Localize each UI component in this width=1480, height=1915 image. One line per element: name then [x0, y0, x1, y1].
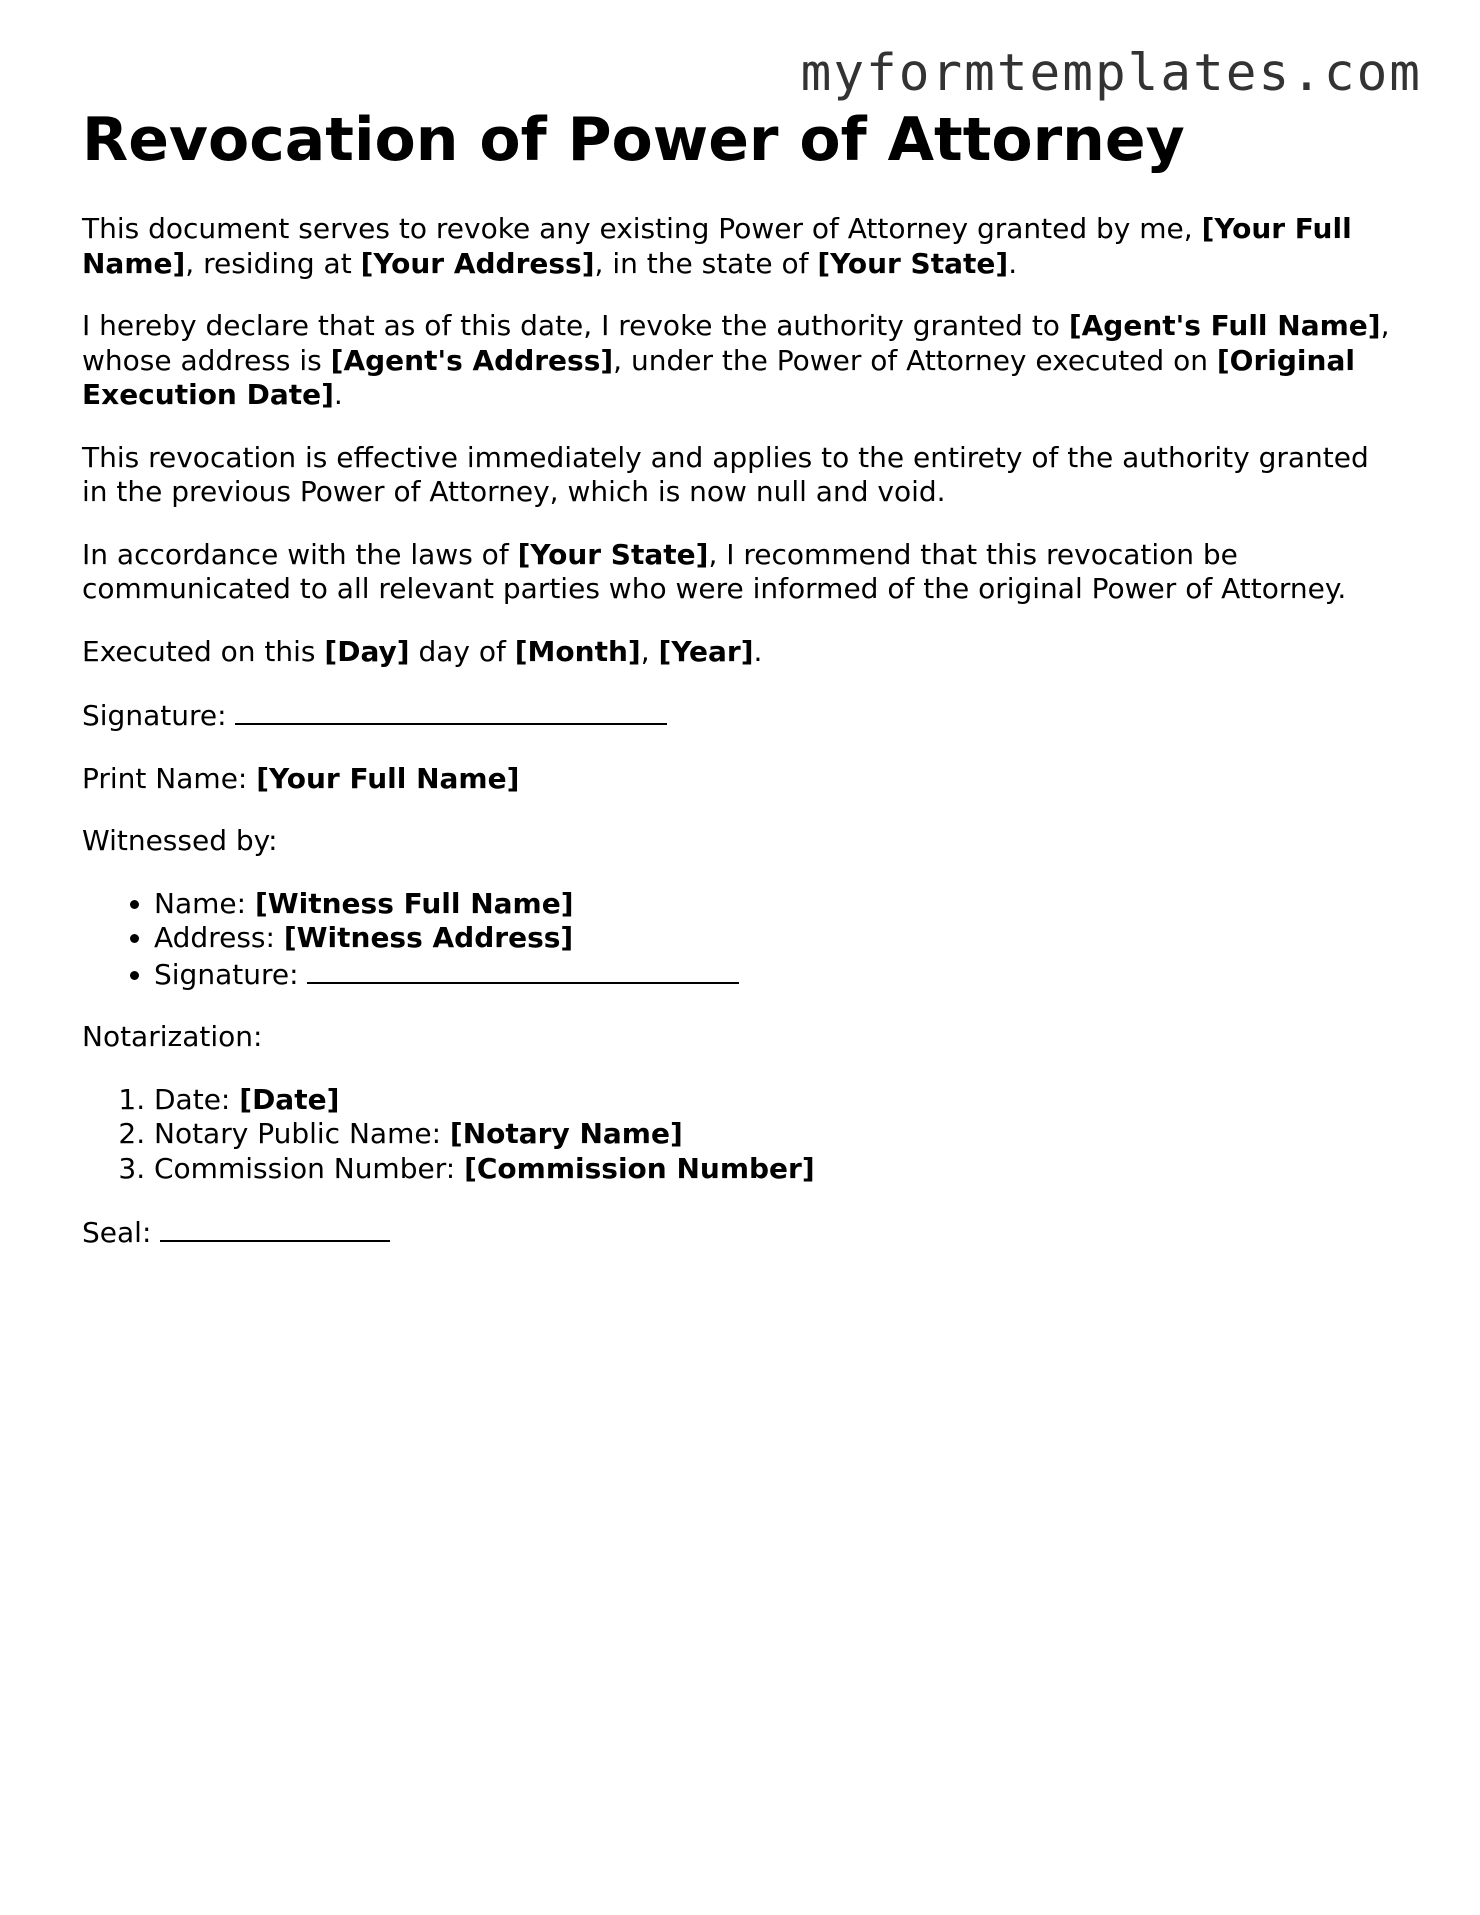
- text: , I recommend that this revocation be communicated to all relevant parties who were informed of the original Power of Attorney.: [82, 537, 1347, 605]
- placeholder-your-full-name: [Your Full Name]: [82, 212, 1352, 280]
- signature-blank[interactable]: [235, 697, 667, 725]
- laws-paragraph: [82, 538, 1402, 607]
- text: , under the Power of Attorney executed on: [613, 343, 1217, 377]
- witness-signature-item: [154, 956, 1402, 993]
- document-title: Revocation of Power of Attorney: [82, 105, 1185, 175]
- placeholder-year: [Year]: [658, 634, 754, 668]
- seal-line: [82, 1214, 1402, 1251]
- text: Date:: [154, 1082, 240, 1116]
- text: .: [333, 378, 343, 411]
- witness-address-item: [154, 921, 1402, 956]
- notary-list: [82, 1083, 1402, 1187]
- notary-date-item: [154, 1083, 1402, 1118]
- placeholder-month: [Month]: [514, 634, 641, 668]
- text: .: [753, 634, 763, 668]
- text: , in the state of: [594, 246, 818, 280]
- placeholder-your-state: [Your State]: [817, 246, 1009, 280]
- signature-line: [82, 697, 1402, 734]
- print-name-line: [82, 762, 1402, 797]
- effective-paragraph: This revocation is effective immediately and applies to the entirety of the authority granted in the previous Power of Attorney, which is now null and void.: [82, 440, 1369, 508]
- placeholder-your-address: [Your Address]: [360, 246, 595, 280]
- placeholder-agent-full-name: [Agent's Full Name]: [1068, 309, 1381, 342]
- witness-name-item: [154, 887, 1402, 922]
- witnessed-by-label: Witnessed by:: [82, 824, 278, 857]
- placeholder-witness-full-name: [Witness Full Name]: [254, 886, 574, 920]
- text: Commission Number:: [154, 1151, 465, 1185]
- placeholder-day: [Day]: [324, 634, 410, 668]
- text: Name:: [154, 886, 255, 920]
- seal-blank[interactable]: [160, 1214, 390, 1242]
- placeholder-witness-address: [Witness Address]: [283, 921, 574, 954]
- placeholder-date: [Date]: [239, 1082, 340, 1116]
- text: day of: [409, 634, 515, 668]
- notarization-label: Notarization:: [82, 1020, 263, 1053]
- text: Executed on this: [82, 634, 325, 668]
- text: In accordance with the laws of: [82, 537, 518, 571]
- placeholder-original-execution-date: [Original Execution Date]: [82, 343, 1355, 411]
- placeholder-your-full-name: [Your Full Name]: [256, 761, 520, 795]
- text: ,: [640, 634, 659, 668]
- signature-label: Signature:: [82, 699, 236, 732]
- notary-name-item: [154, 1117, 1402, 1152]
- text: I hereby declare that as of this date, I revoke the authority granted to: [82, 309, 1069, 342]
- placeholder-your-state: [Your State]: [517, 537, 709, 571]
- placeholder-notary-name: [Notary Name]: [449, 1117, 683, 1150]
- notary-commission-item: [154, 1152, 1402, 1187]
- placeholder-agent-address: [Agent's Address]: [330, 343, 614, 377]
- witness-list: [82, 887, 1402, 993]
- text: This document serves to revoke any existing Power of Attorney granted by me,: [82, 212, 1202, 245]
- site-watermark: myformtemplates.com: [800, 44, 1422, 103]
- declaration-paragraph: [82, 309, 1402, 413]
- witness-signature-blank[interactable]: [307, 956, 739, 984]
- seal-label: Seal:: [82, 1216, 161, 1249]
- text: Notary Public Name:: [154, 1117, 450, 1150]
- text: .: [1008, 246, 1018, 280]
- executed-line: [82, 635, 1402, 670]
- text: , whose address is: [82, 309, 1390, 377]
- print-name-label: Print Name:: [82, 761, 257, 795]
- document-body: [82, 104, 1402, 1279]
- text: Signature:: [154, 957, 308, 991]
- text: , residing at: [185, 246, 361, 280]
- placeholder-commission-number: [Commission Number]: [464, 1151, 815, 1185]
- intro-paragraph: [82, 212, 1402, 281]
- text: Address:: [154, 921, 284, 954]
